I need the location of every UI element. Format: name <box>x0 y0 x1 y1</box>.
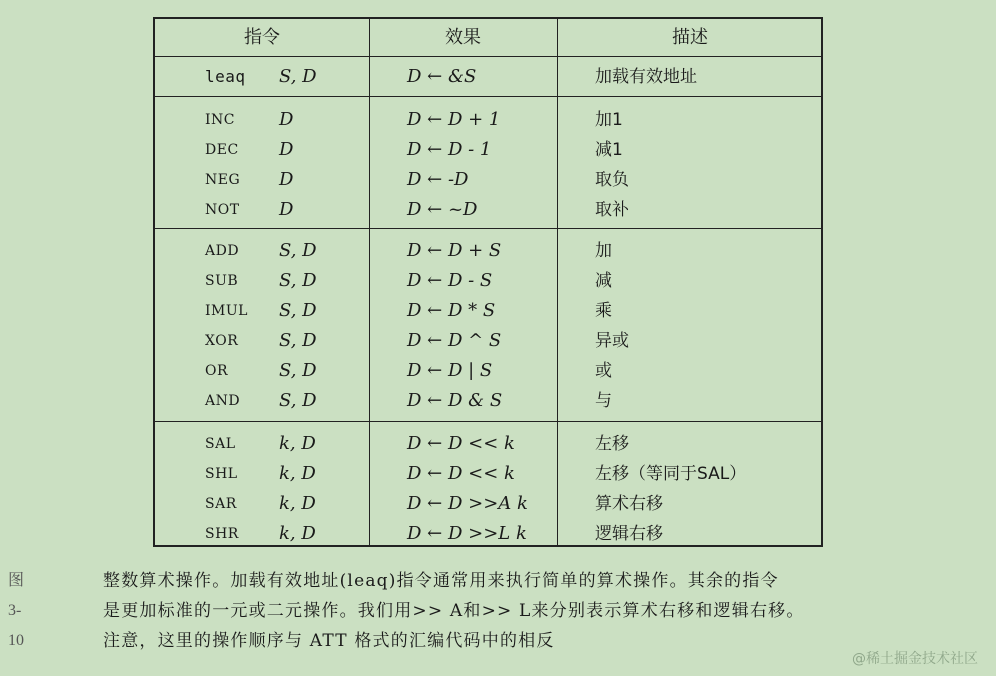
instruction-cell: NOT <box>205 202 240 218</box>
description-cell: 取补 <box>595 200 629 220</box>
table-row <box>155 195 821 225</box>
instruction-cell: SAR <box>205 496 237 512</box>
effect-cell: D ← ~D <box>407 199 478 220</box>
instruction-cell: XOR <box>205 333 239 349</box>
caption-text <box>103 566 983 656</box>
operands-cell: S, D <box>279 360 317 381</box>
operands-cell: S, D <box>279 270 317 291</box>
table-row <box>155 236 821 266</box>
description-cell: 逻辑右移 <box>595 524 663 544</box>
effect-cell: D ← D & S <box>407 390 503 411</box>
row-divider <box>155 56 821 57</box>
header-instruction: 指令 <box>244 27 280 48</box>
table-row <box>155 519 821 549</box>
effect-cell: D ← D >>A k <box>407 493 528 514</box>
instruction-cell: DEC <box>205 142 239 158</box>
description-cell: 与 <box>595 391 612 411</box>
operands-cell: k, D <box>279 433 316 454</box>
effect-cell: D ← -D <box>407 169 469 190</box>
operands-cell: k, D <box>279 463 316 484</box>
table-row <box>155 326 821 356</box>
table-row <box>155 489 821 519</box>
operands-cell: S, D <box>279 240 317 261</box>
effect-cell: D ← D * S <box>407 300 496 321</box>
effect-cell: D ← D << k <box>407 433 515 454</box>
operands-cell: k, D <box>279 493 316 514</box>
caption-line: 是更加标准的一元或二元操作。我们用>> A和>> L来分别表示算术右移和逻辑右移。 <box>103 601 805 621</box>
operands-cell: D <box>279 169 294 190</box>
instruction-cell: SAL <box>205 436 236 452</box>
instruction-cell: SHR <box>205 526 239 542</box>
description-cell: 乘 <box>595 301 612 321</box>
table-row <box>155 135 821 165</box>
header-effect: 效果 <box>445 27 481 48</box>
effect-cell: D ← D + 1 <box>407 109 501 130</box>
caption-line: 注意，这里的操作顺序与 ATT 格式的汇编代码中的相反 <box>103 631 555 651</box>
operands-cell: S, D <box>279 330 317 351</box>
figure-label: 图 3-10 <box>8 572 25 649</box>
description-cell: 减1 <box>595 140 623 160</box>
instruction-cell: OR <box>205 363 229 379</box>
description-cell: 减 <box>595 271 612 291</box>
instruction-cell: ADD <box>205 243 240 259</box>
operands-cell: S, D <box>279 66 317 87</box>
instruction-cell: INC <box>205 112 235 128</box>
instruction-cell: IMUL <box>205 303 248 319</box>
table-row <box>155 165 821 195</box>
description-cell: 或 <box>595 361 612 381</box>
effect-cell: D ← D << k <box>407 463 515 484</box>
operands-cell: D <box>279 139 294 160</box>
operands-cell: k, D <box>279 523 316 544</box>
description-cell: 取负 <box>595 170 629 190</box>
instruction-table <box>153 17 823 547</box>
description-cell: 左移（等同于SAL） <box>595 464 747 484</box>
instruction-cell: SHL <box>205 466 238 482</box>
description-cell: 左移 <box>595 434 629 454</box>
description-cell: 算术右移 <box>595 494 663 514</box>
row-divider <box>155 228 821 229</box>
description-cell: 加1 <box>595 110 623 130</box>
watermark: @稀土掘金技术社区 <box>852 651 978 667</box>
operands-cell: S, D <box>279 390 317 411</box>
instruction-cell: NEG <box>205 172 241 188</box>
effect-cell: D ← D - 1 <box>407 139 492 160</box>
header-description: 描述 <box>672 27 708 48</box>
description-cell: 异或 <box>595 331 629 351</box>
effect-cell: D ← D >>L k <box>407 523 527 544</box>
table-row <box>155 459 821 489</box>
instruction-cell: leaq <box>205 67 246 86</box>
description-cell: 加 <box>595 241 612 261</box>
table-row <box>155 62 821 92</box>
instruction-cell: AND <box>205 393 241 409</box>
instruction-cell: SUB <box>205 273 239 289</box>
operands-cell: S, D <box>279 300 317 321</box>
effect-cell: D ← D - S <box>407 270 493 291</box>
table-row <box>155 429 821 459</box>
caption-line: 整数算术操作。加载有效地址(leaq)指令通常用来执行简单的算术操作。其余的指令 <box>103 571 779 591</box>
effect-cell: D ← D ^ S <box>407 330 502 351</box>
operands-cell: D <box>279 199 294 220</box>
description-cell: 加载有效地址 <box>595 67 697 87</box>
effect-cell: D ← &S <box>407 66 477 87</box>
table-row <box>155 386 821 416</box>
row-divider <box>155 421 821 422</box>
table-row <box>155 296 821 326</box>
table-row <box>155 105 821 135</box>
effect-cell: D ← D + S <box>407 240 502 261</box>
table-row <box>155 356 821 386</box>
table-row <box>155 266 821 296</box>
effect-cell: D ← D | S <box>407 360 493 381</box>
row-divider <box>155 96 821 97</box>
operands-cell: D <box>279 109 294 130</box>
